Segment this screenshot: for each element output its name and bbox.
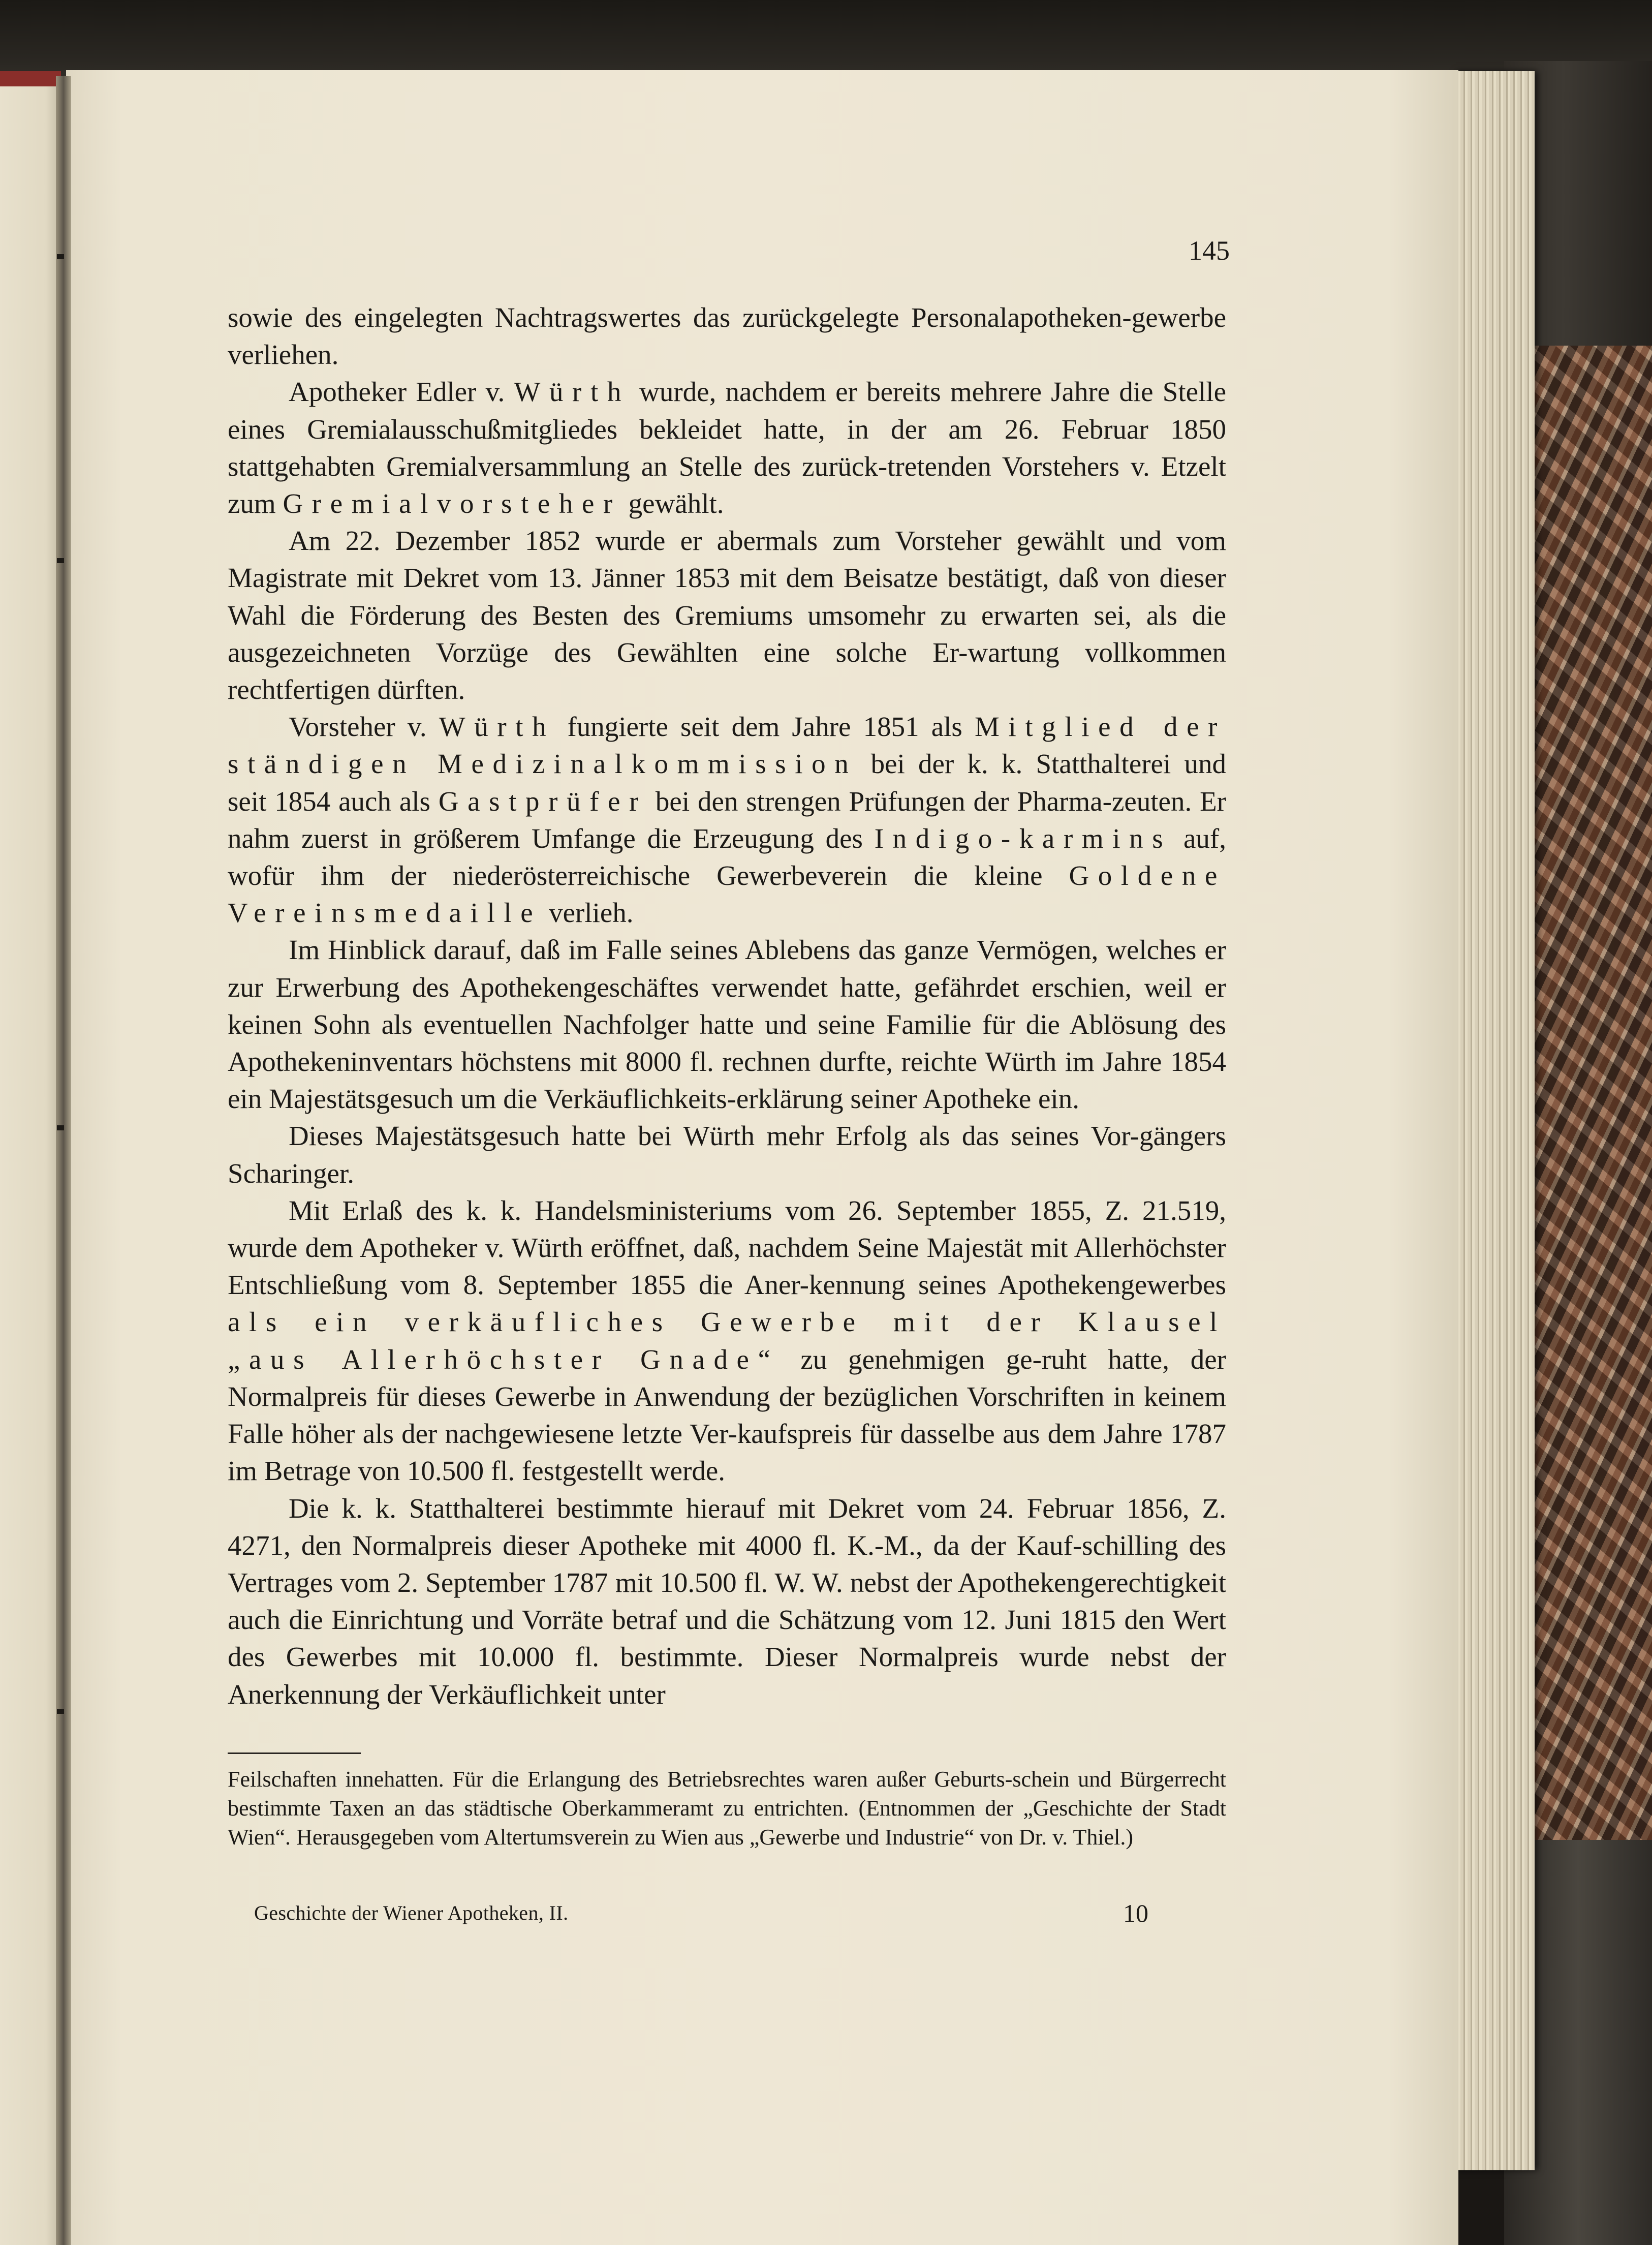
- text-run: Mit Erlaß des k. k. Handelsministeriums vom 26. September 1855, Z. 21.519, wurde dem Apotheker v. Würth eröffnet, daß, nachdem Seine Majestät mit Allerhöchster Entschließung vom 8. September 1855 die Aner-kennung seines Apothekengewerbes: [228, 1194, 1226, 1301]
- paragraph: [228, 373, 1226, 522]
- spaced-emphasis: Gremialvorsteher: [283, 488, 621, 519]
- text-run: wurde, nachdem er bereits mehrere Jahre die Stelle eines Gremialausschußmitgliedes bekleidet hatte, in der am 26. Februar 1850 stattgehabten Gremialversammlung an Stelle des zurück-tretenden Vorstehers v. Etzelt zum: [228, 376, 1226, 519]
- text-run: sowie des eingelegten Nachtragswertes das zurückgelegte Personalapotheken-gewerbe verliehen.: [228, 302, 1226, 371]
- page-edges: [1453, 71, 1535, 2170]
- paragraph: [228, 931, 1226, 1117]
- paragraph: [228, 1192, 1226, 1490]
- spaced-name: Würth: [514, 376, 630, 408]
- spaced-emphasis: Goldene Vereinsmedaille: [228, 860, 1226, 929]
- spaced-emphasis: als ein verkäufliches Gewerbe mit der Klausel „aus Allerhöchster Gnade“: [228, 1306, 1226, 1375]
- paragraph: [228, 522, 1226, 708]
- left-page-red-edge: [0, 71, 61, 86]
- paragraph: [228, 299, 1226, 373]
- binding-thread-mark: [57, 1125, 64, 1130]
- text-run: Vorsteher v.: [289, 711, 439, 743]
- text-run: Dieses Majestätsgesuch hatte bei Würth mehr Erfolg als das seines Vor-gängers Scharinger.: [228, 1120, 1226, 1189]
- spaced-emphasis: Gastprüfer: [438, 785, 648, 817]
- text-run: fungierte seit dem Jahre 1851 als: [555, 711, 975, 743]
- paragraph: [228, 708, 1226, 931]
- text-run: verlieh.: [542, 897, 634, 929]
- marbled-cover-veins: [1527, 346, 1652, 1870]
- text-run: Am 22. Dezember 1852 wurde er abermals zum Vorsteher gewählt und vom Magistrate mit Dekret vom 13. Jänner 1853 mit dem Beisatze bestätigt, daß von dieser Wahl die Förderung des Besten des Gremiums umsomehr zu erwarten sei, als die ausgezeichneten Vorzüge des Gewählten eine solche Er-wartung vollkommen rechtfertigen dürften.: [228, 525, 1226, 705]
- body-text: [228, 299, 1226, 1713]
- page-number: 145: [1189, 235, 1230, 266]
- text-run: Im Hinblick darauf, daß im Falle seines Ablebens das ganze Vermögen, welches er zur Erwerbung des Apothekengeschäftes verwendet hatte, gefährdet erschien, weil er keinen Sohn als eventuellen Nachfolger hatte und seine Familie für die Ablösung des Apothekeninventars höchstens mit 8000 fl. rechnen durfte, reichte Würth im Jahre 1854 ein Majestätsgesuch um die Verkäuflichkeits-erklärung seiner Apotheke ein.: [228, 934, 1226, 1115]
- binding-thread-mark: [57, 1709, 64, 1714]
- text-run: gewählt.: [621, 488, 724, 519]
- footnote-paragraph: Feilschaften innehatten. Für die Erlangung des Betriebsrechtes waren außer Geburts-schein und Bürgerrecht bestimmte Taxen an das städtische Oberkammeramt zu entrichten. (Entnommen der „Geschichte der Stadt Wien“. Herausgegeben vom Altertumsverein zu Wien aus „Gewerbe und Industrie“ von Dr. v. Thiel.): [228, 1767, 1226, 1850]
- binding-thread-mark: [57, 254, 64, 259]
- spaced-emphasis: Mitglied der ständigen Medizinalkommission: [228, 711, 1226, 780]
- running-foot: Geschichte der Wiener Apotheken, II.: [254, 1901, 569, 1924]
- text-run: bei den strengen Prüfungen der Pharma-zeuten. Er nahm zuerst in größerem Umfange die Erzeugung des: [228, 785, 1227, 854]
- footnote: [228, 1765, 1226, 1852]
- paragraph: [228, 1117, 1226, 1191]
- paragraph: [228, 1490, 1226, 1713]
- text-run: auf, wofür ihm der niederösterreichische Gewerbeverein die kleine: [228, 822, 1226, 891]
- signature-mark: 10: [1123, 1899, 1148, 1927]
- spaced-emphasis: Indigo-karmins: [874, 822, 1172, 854]
- binding-thread-mark: [57, 558, 64, 563]
- text-run: Die k. k. Statthalterei bestimmte hierauf mit Dekret vom 24. Februar 1856, Z. 4271, den Normalpreis dieser Apotheke mit 4000 fl. K.-M., da der Kauf-schilling des Vertrages vom 2. September 1787 mit 10.500 fl. W. W. nebst der Apothekengerechtigkeit auch die Einrichtung und Vorräte betraf und die Schätzung vom 12. Juni 1815 den Wert des Gewerbes mit 10.000 fl. bestimmte. Dieser Normalpreis wurde nebst der Anerkennung der Verkäuflichkeit unter: [228, 1492, 1226, 1710]
- book-gutter: [56, 76, 71, 2245]
- text-run: zu genehmigen ge-ruht hatte, der Normalpreis für dieses Gewerbe in Anwendung der bezüglichen Vorschriften in keinem Falle höher als der nachgewiesene letzte Ver-kaufspreis für dasselbe aus dem Jahre 1787 im Betrage von 10.500 fl. festgestellt werde.: [228, 1343, 1226, 1487]
- text-run: bei der k. k. Statthalterei und seit 1854 auch als: [228, 748, 1227, 817]
- footnote-rule: [228, 1752, 361, 1754]
- spaced-name: Würth: [439, 711, 555, 743]
- text-run: Apotheker Edler v.: [289, 376, 514, 408]
